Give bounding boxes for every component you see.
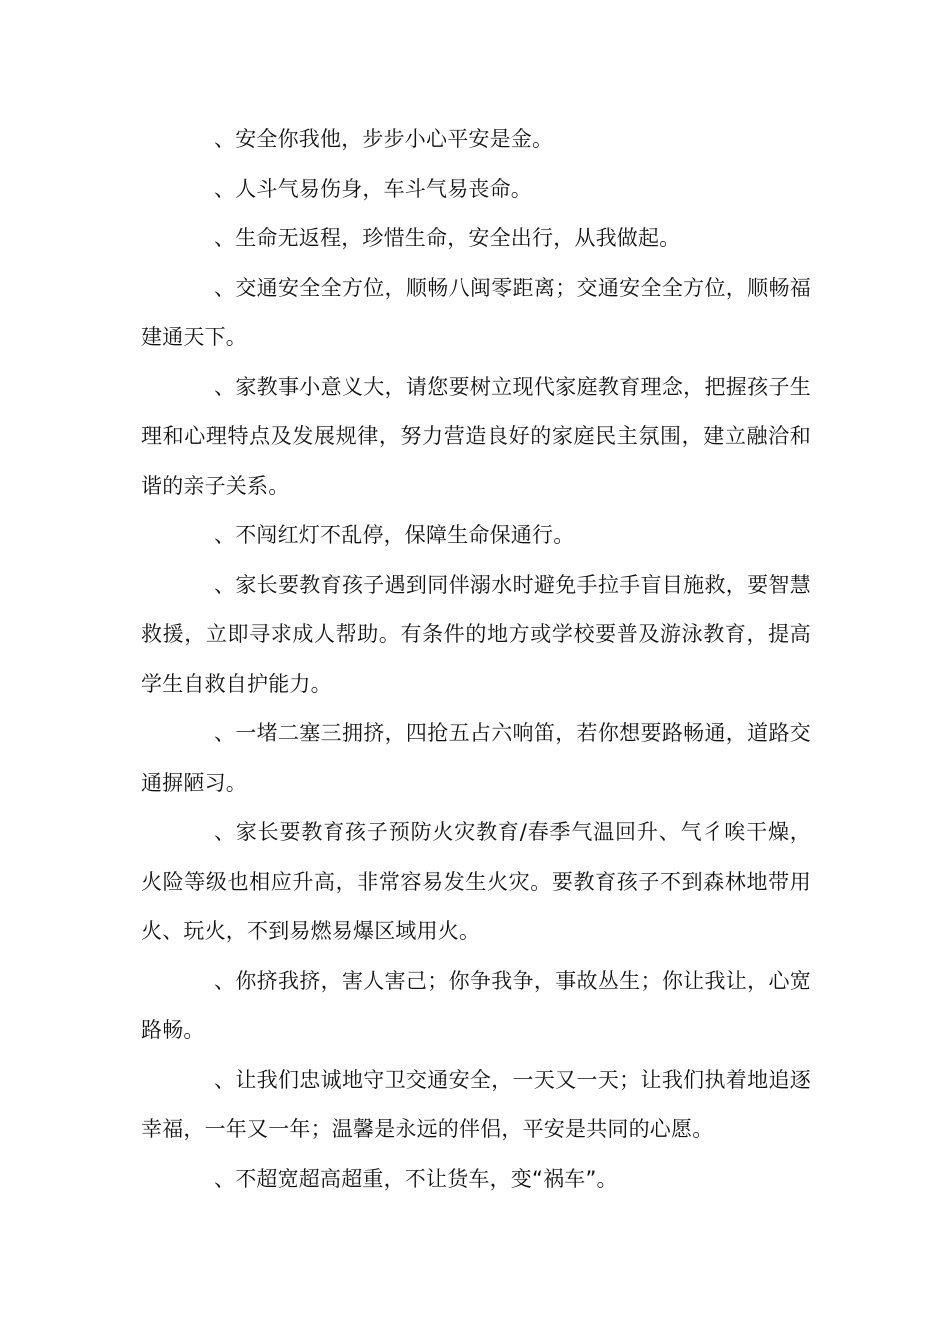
slogan-paragraph-1: 、安全你我他，步步小心平安是金。 [214, 127, 554, 151]
slogan-paragraph-6: 、不闯红灯不乱停，保障生命保通行。 [214, 523, 575, 547]
slogan-paragraph-3: 、生命无返程，珍惜生命，安全出行，从我做起。 [214, 226, 681, 250]
slogan-paragraph-2: 、人斗气易伤身，车斗气易丧命。 [214, 176, 532, 201]
slogan-paragraph-9: 、家长要教育孩子预防火灾教育/春季气温回升、气彳唉干燥，火险等级也相应升高，非常容易发生火灾。要教育孩子不到森林地带用火、玩火，不到易燃易爆区域用火。 [141, 820, 811, 943]
slogan-paragraph-10: 、你挤我挤，害人害己；你争我争，事故丛生；你让我让，心宽路畅。 [141, 968, 811, 1042]
slogan-paragraph-5: 、家教事小意义大，请您要树立现代家庭教育理念，把握孩子生理和心理特点及发展规律，努力营造良好的家庭民主氛围，建立融洽和谐的亲子关系。 [141, 374, 811, 498]
document-page [141, 115, 811, 1204]
slogan-paragraph-11: 、让我们忠诚地守卫交通安全，一天又一天；让我们执着地追逐幸福，一年又一年；温馨是永远的伴侣，平安是共同的心愿。 [141, 1067, 811, 1141]
slogan-paragraph-7: 、家长要教育孩子遇到同伴溺水时避免手拉手盲目施救，要智慧救援，立即寻求成人帮助。有条件的地方或学校要普及游泳教育，提高学生自救自护能力。 [141, 572, 811, 696]
slogan-paragraph-8: 、一堵二塞三拥挤，四抢五占六响笛，若你想要路畅通，道路交通摒陋习。 [141, 721, 811, 795]
slogan-paragraph-4: 、交通安全全方位，顺畅八闽零距离；交通安全全方位，顺畅福建通天下。 [141, 275, 811, 349]
slogan-paragraph-12: 、不超宽超高超重，不让货车，变“祸车”。 [214, 1166, 618, 1191]
